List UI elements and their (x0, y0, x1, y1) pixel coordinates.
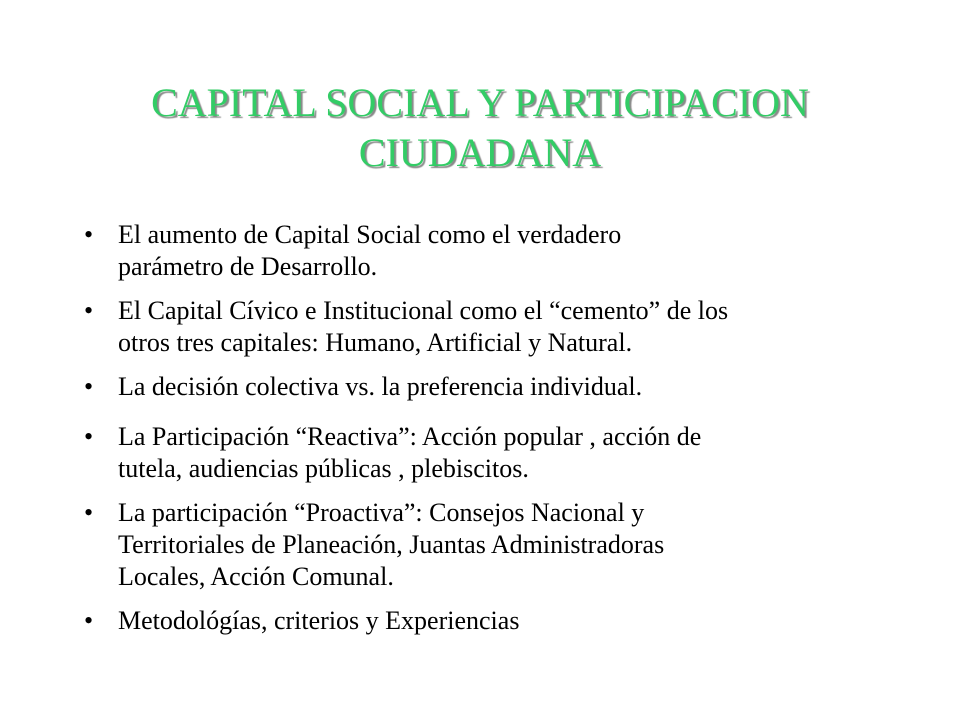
slide-title (80, 78, 880, 178)
bullet-text-line: El Capital Cívico e Institucional como el “cemento” de los (118, 296, 729, 325)
bullet-item-decision-colectiva (80, 371, 880, 403)
bullet-text-line: parámetro de Desarrollo. (118, 252, 378, 281)
bullet-text-line: tutela, audiencias públicas , plebiscitos. (118, 454, 529, 483)
bullet-icon: • (84, 422, 94, 451)
bullet-icon: • (84, 372, 94, 401)
bullet-text-line: La decisión colectiva vs. la preferencia individual. (118, 372, 643, 401)
bullet-text-line: La participación “Proactiva”: Consejos Nacional y (118, 498, 645, 527)
bullet-item-participacion-reactiva (80, 421, 880, 485)
bullet-text-line: otros tres capitales: Humano, Artificial y Natural. (118, 328, 633, 357)
bullet-item-metodologias (80, 605, 880, 637)
bullet-item-capital-civico (80, 295, 880, 359)
bullet-icon: • (84, 498, 94, 527)
slide-title-line-1: CAPITAL SOCIAL Y PARTICIPACION (151, 80, 809, 125)
bullet-text-line: El aumento de Capital Social como el verdadero (118, 220, 622, 249)
bullet-item-participacion-proactiva (80, 497, 880, 593)
bullet-icon: • (84, 220, 94, 249)
bullet-text-line: Locales, Acción Comunal. (118, 562, 394, 591)
bullet-text-line: Metodológías, criterios y Experiencias (118, 606, 520, 635)
bullet-list (80, 219, 880, 637)
bullet-text-line: Territoriales de Planeación, Juantas Administradoras (118, 530, 665, 559)
bullet-item-capital-social (80, 219, 880, 283)
slide-title-line-2: CIUDADANA (358, 130, 602, 175)
bullet-icon: • (84, 296, 94, 325)
bullet-text-line: La Participación “Reactiva”: Acción popular , acción de (118, 422, 702, 451)
bullet-icon: • (84, 606, 94, 635)
